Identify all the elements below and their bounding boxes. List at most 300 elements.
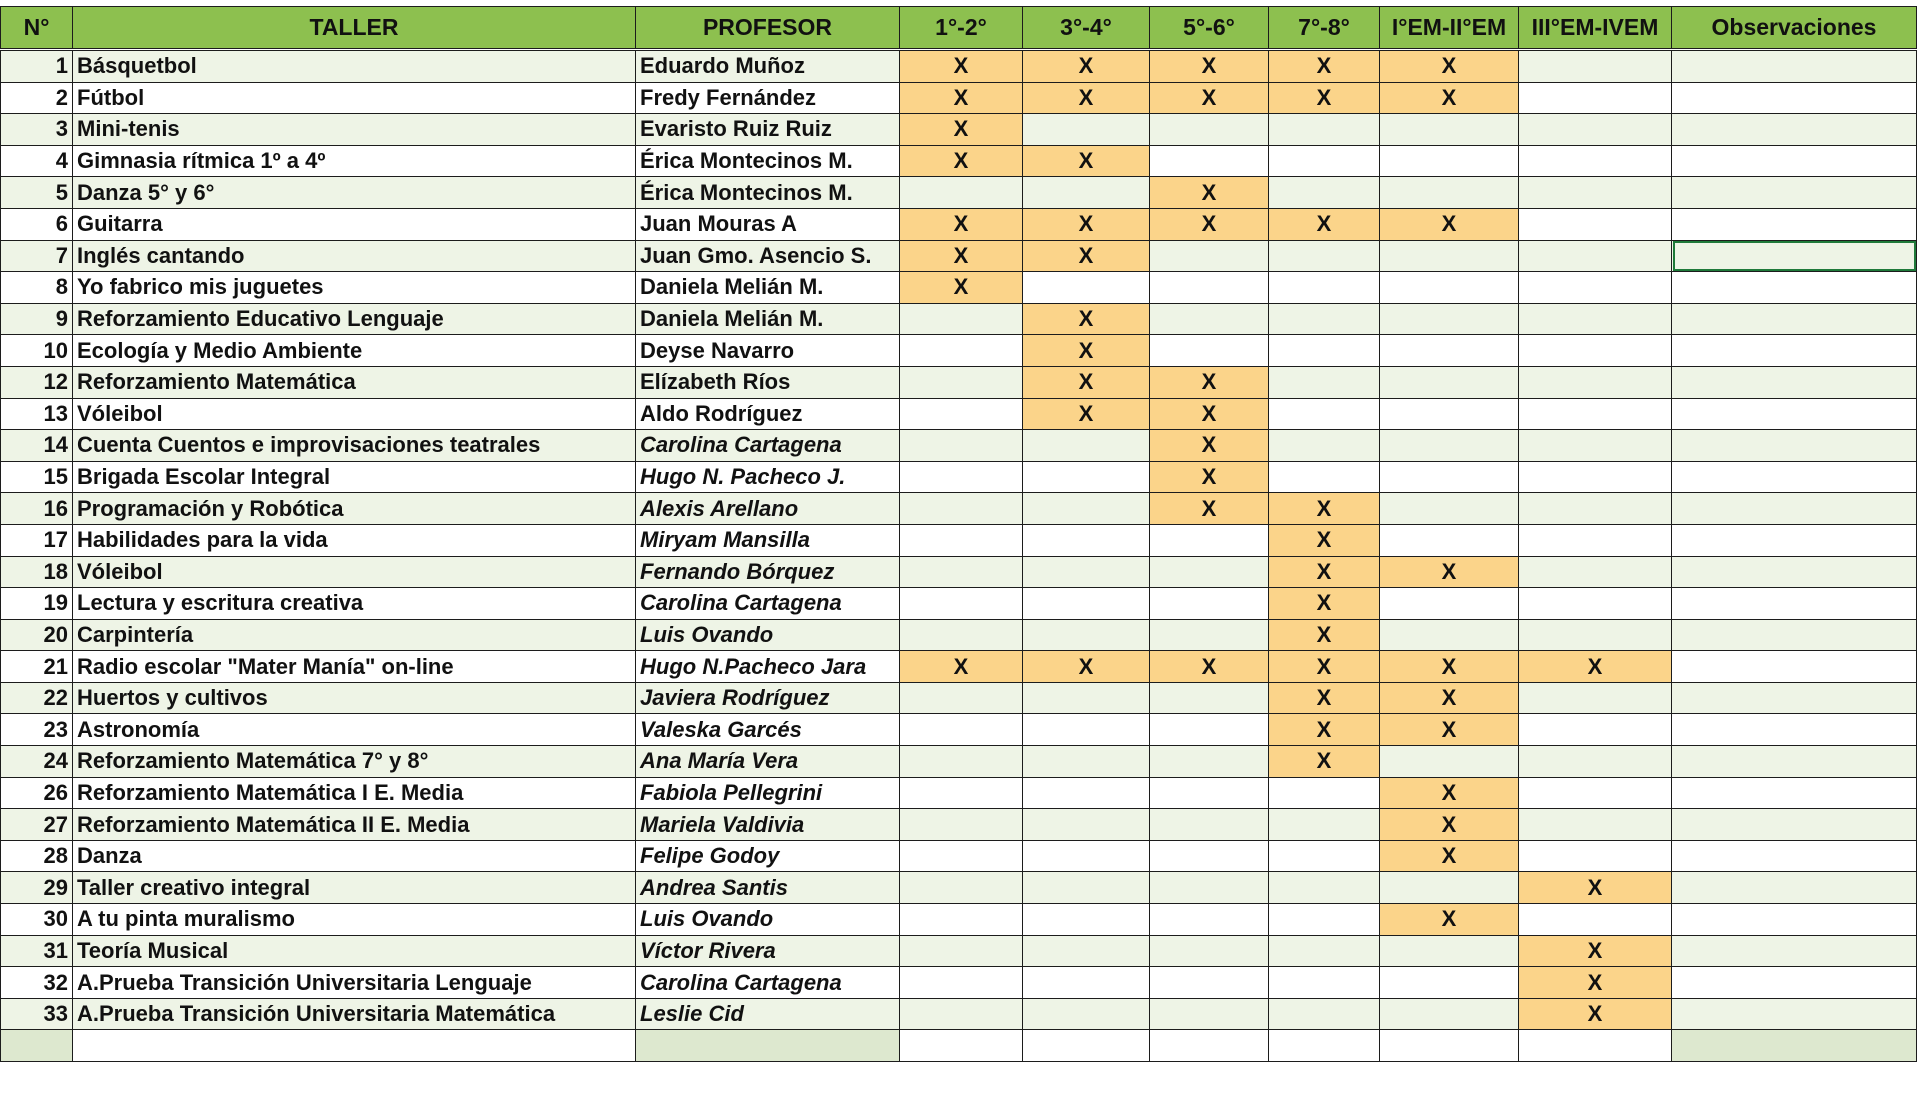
cell-profesor[interactable]: Hugo N. Pacheco J.: [636, 461, 900, 493]
cell-level-iem-iiem[interactable]: [1380, 335, 1519, 367]
cell-level-iiiem-ivem[interactable]: [1519, 50, 1672, 83]
cell-observaciones[interactable]: [1672, 746, 1917, 778]
cell-observaciones[interactable]: [1672, 524, 1917, 556]
cell-level-5-6[interactable]: [1150, 872, 1269, 904]
cell-level-5-6[interactable]: [1150, 935, 1269, 967]
cell-level-iiiem-ivem[interactable]: [1519, 208, 1672, 240]
cell-taller[interactable]: A.Prueba Transición Universitaria Lenguaje: [73, 967, 636, 999]
cell-observaciones[interactable]: [1672, 493, 1917, 525]
header-level-5-6[interactable]: 5°-6°: [1150, 7, 1269, 50]
cell-level-5-6[interactable]: [1150, 272, 1269, 304]
cell-level-3-4[interactable]: X: [1023, 240, 1150, 272]
cell-level-5-6[interactable]: X: [1150, 50, 1269, 83]
cell-level-7-8[interactable]: [1269, 872, 1380, 904]
cell-profesor[interactable]: Eduardo Muñoz: [636, 50, 900, 83]
cell-taller[interactable]: [73, 1030, 636, 1062]
cell-observaciones[interactable]: [1672, 430, 1917, 462]
cell-level-3-4[interactable]: X: [1023, 366, 1150, 398]
cell-observaciones[interactable]: [1672, 398, 1917, 430]
cell-observaciones[interactable]: [1672, 303, 1917, 335]
cell-level-1-2[interactable]: [900, 493, 1023, 525]
header-taller[interactable]: TALLER: [73, 7, 636, 50]
cell-level-iiiem-ivem[interactable]: [1519, 177, 1672, 209]
cell-num[interactable]: 32: [1, 967, 73, 999]
cell-level-3-4[interactable]: [1023, 998, 1150, 1030]
cell-profesor[interactable]: Leslie Cid: [636, 998, 900, 1030]
cell-level-5-6[interactable]: X: [1150, 461, 1269, 493]
cell-taller[interactable]: Reforzamiento Matemática 7° y 8°: [73, 746, 636, 778]
cell-level-5-6[interactable]: X: [1150, 82, 1269, 114]
cell-num[interactable]: 27: [1, 809, 73, 841]
cell-level-1-2[interactable]: [900, 335, 1023, 367]
cell-level-iiiem-ivem[interactable]: [1519, 714, 1672, 746]
cell-observaciones[interactable]: [1672, 809, 1917, 841]
cell-level-iiiem-ivem[interactable]: X: [1519, 998, 1672, 1030]
cell-profesor[interactable]: Juan Gmo. Asencio S.: [636, 240, 900, 272]
cell-level-3-4[interactable]: [1023, 1030, 1150, 1062]
cell-profesor[interactable]: Fredy Fernández: [636, 82, 900, 114]
cell-level-3-4[interactable]: [1023, 493, 1150, 525]
cell-level-iiiem-ivem[interactable]: [1519, 682, 1672, 714]
cell-level-1-2[interactable]: [900, 430, 1023, 462]
cell-level-iem-iiem[interactable]: [1380, 114, 1519, 146]
cell-level-5-6[interactable]: X: [1150, 398, 1269, 430]
cell-level-iiiem-ivem[interactable]: [1519, 303, 1672, 335]
cell-level-5-6[interactable]: [1150, 145, 1269, 177]
cell-level-1-2[interactable]: X: [900, 272, 1023, 304]
cell-level-1-2[interactable]: [900, 588, 1023, 620]
cell-profesor[interactable]: Juan Mouras A: [636, 208, 900, 240]
cell-level-iem-iiem[interactable]: [1380, 588, 1519, 620]
cell-taller[interactable]: Danza 5° y 6°: [73, 177, 636, 209]
cell-profesor[interactable]: Carolina Cartagena: [636, 588, 900, 620]
cell-level-3-4[interactable]: X: [1023, 145, 1150, 177]
cell-level-1-2[interactable]: X: [900, 651, 1023, 683]
cell-observaciones[interactable]: [1672, 208, 1917, 240]
cell-level-5-6[interactable]: [1150, 714, 1269, 746]
cell-level-1-2[interactable]: [900, 904, 1023, 936]
cell-num[interactable]: 31: [1, 935, 73, 967]
cell-level-1-2[interactable]: X: [900, 82, 1023, 114]
cell-num[interactable]: 21: [1, 651, 73, 683]
cell-level-7-8[interactable]: [1269, 272, 1380, 304]
cell-observaciones[interactable]: [1672, 556, 1917, 588]
cell-profesor[interactable]: Evaristo Ruiz Ruiz: [636, 114, 900, 146]
cell-taller[interactable]: Inglés cantando: [73, 240, 636, 272]
cell-level-7-8[interactable]: [1269, 809, 1380, 841]
cell-profesor[interactable]: Fabiola Pellegrini: [636, 777, 900, 809]
cell-num[interactable]: 7: [1, 240, 73, 272]
cell-num[interactable]: 9: [1, 303, 73, 335]
cell-level-iem-iiem[interactable]: X: [1380, 809, 1519, 841]
cell-level-iem-iiem[interactable]: [1380, 461, 1519, 493]
cell-level-5-6[interactable]: [1150, 840, 1269, 872]
cell-level-iiiem-ivem[interactable]: [1519, 145, 1672, 177]
cell-level-5-6[interactable]: X: [1150, 493, 1269, 525]
cell-level-iem-iiem[interactable]: [1380, 366, 1519, 398]
cell-observaciones[interactable]: [1672, 177, 1917, 209]
cell-observaciones[interactable]: [1672, 904, 1917, 936]
cell-level-iiiem-ivem[interactable]: [1519, 335, 1672, 367]
cell-level-1-2[interactable]: X: [900, 208, 1023, 240]
cell-level-1-2[interactable]: X: [900, 50, 1023, 83]
cell-num[interactable]: 13: [1, 398, 73, 430]
cell-level-3-4[interactable]: [1023, 935, 1150, 967]
cell-num[interactable]: 24: [1, 746, 73, 778]
cell-level-3-4[interactable]: [1023, 114, 1150, 146]
cell-observaciones[interactable]: [1672, 998, 1917, 1030]
cell-taller[interactable]: Cuenta Cuentos e improvisaciones teatrales: [73, 430, 636, 462]
cell-level-3-4[interactable]: [1023, 967, 1150, 999]
cell-level-7-8[interactable]: X: [1269, 208, 1380, 240]
cell-level-7-8[interactable]: X: [1269, 50, 1380, 83]
cell-level-3-4[interactable]: [1023, 840, 1150, 872]
cell-level-3-4[interactable]: X: [1023, 335, 1150, 367]
cell-profesor[interactable]: Felipe Godoy: [636, 840, 900, 872]
cell-profesor[interactable]: Érica Montecinos M.: [636, 145, 900, 177]
cell-level-iiiem-ivem[interactable]: X: [1519, 651, 1672, 683]
cell-taller[interactable]: A.Prueba Transición Universitaria Matemática: [73, 998, 636, 1030]
cell-observaciones[interactable]: [1672, 335, 1917, 367]
cell-level-3-4[interactable]: [1023, 588, 1150, 620]
cell-num[interactable]: [1, 1030, 73, 1062]
cell-level-iiiem-ivem[interactable]: [1519, 746, 1672, 778]
cell-profesor[interactable]: Alexis Arellano: [636, 493, 900, 525]
cell-level-1-2[interactable]: [900, 714, 1023, 746]
cell-profesor[interactable]: Deyse Navarro: [636, 335, 900, 367]
cell-num[interactable]: 18: [1, 556, 73, 588]
cell-level-7-8[interactable]: [1269, 366, 1380, 398]
cell-level-iiiem-ivem[interactable]: [1519, 493, 1672, 525]
cell-level-iem-iiem[interactable]: X: [1380, 556, 1519, 588]
cell-level-1-2[interactable]: [900, 935, 1023, 967]
cell-level-5-6[interactable]: [1150, 240, 1269, 272]
cell-num[interactable]: 20: [1, 619, 73, 651]
cell-level-iem-iiem[interactable]: [1380, 272, 1519, 304]
cell-level-5-6[interactable]: [1150, 524, 1269, 556]
cell-level-7-8[interactable]: [1269, 114, 1380, 146]
cell-profesor[interactable]: Carolina Cartagena: [636, 967, 900, 999]
cell-level-iem-iiem[interactable]: X: [1380, 840, 1519, 872]
cell-level-5-6[interactable]: [1150, 556, 1269, 588]
cell-taller[interactable]: Taller creativo integral: [73, 872, 636, 904]
cell-level-7-8[interactable]: [1269, 967, 1380, 999]
cell-level-1-2[interactable]: [900, 177, 1023, 209]
cell-level-7-8[interactable]: [1269, 461, 1380, 493]
cell-level-iiiem-ivem[interactable]: [1519, 619, 1672, 651]
cell-observaciones[interactable]: [1672, 272, 1917, 304]
cell-level-1-2[interactable]: [900, 524, 1023, 556]
cell-level-1-2[interactable]: [900, 746, 1023, 778]
cell-level-1-2[interactable]: X: [900, 145, 1023, 177]
cell-level-5-6[interactable]: X: [1150, 366, 1269, 398]
cell-level-iiiem-ivem[interactable]: [1519, 272, 1672, 304]
cell-level-iem-iiem[interactable]: [1380, 619, 1519, 651]
cell-level-7-8[interactable]: [1269, 398, 1380, 430]
cell-num[interactable]: 4: [1, 145, 73, 177]
cell-profesor[interactable]: Hugo N.Pacheco Jara: [636, 651, 900, 683]
cell-taller[interactable]: Mini-tenis: [73, 114, 636, 146]
cell-profesor[interactable]: Ana María Vera: [636, 746, 900, 778]
cell-taller[interactable]: Gimnasia rítmica 1º a 4º: [73, 145, 636, 177]
cell-taller[interactable]: Lectura y escritura creativa: [73, 588, 636, 620]
cell-num[interactable]: 26: [1, 777, 73, 809]
cell-level-iem-iiem[interactable]: [1380, 872, 1519, 904]
cell-level-1-2[interactable]: [900, 777, 1023, 809]
cell-level-iem-iiem[interactable]: X: [1380, 208, 1519, 240]
cell-observaciones[interactable]: [1672, 366, 1917, 398]
cell-level-iem-iiem[interactable]: X: [1380, 82, 1519, 114]
cell-level-5-6[interactable]: [1150, 114, 1269, 146]
cell-level-7-8[interactable]: X: [1269, 682, 1380, 714]
cell-level-iem-iiem[interactable]: [1380, 967, 1519, 999]
cell-observaciones[interactable]: [1672, 1030, 1917, 1062]
cell-level-iem-iiem[interactable]: [1380, 177, 1519, 209]
cell-observaciones[interactable]: [1672, 50, 1917, 83]
cell-taller[interactable]: Habilidades para la vida: [73, 524, 636, 556]
cell-level-1-2[interactable]: [900, 809, 1023, 841]
header-level-iem-iiem[interactable]: I°EM-II°EM: [1380, 7, 1519, 50]
cell-level-7-8[interactable]: X: [1269, 619, 1380, 651]
cell-level-iiiem-ivem[interactable]: X: [1519, 967, 1672, 999]
cell-level-iem-iiem[interactable]: [1380, 998, 1519, 1030]
cell-num[interactable]: 30: [1, 904, 73, 936]
cell-level-7-8[interactable]: [1269, 998, 1380, 1030]
cell-taller[interactable]: Programación y Robótica: [73, 493, 636, 525]
cell-taller[interactable]: Teoría Musical: [73, 935, 636, 967]
header-level-1-2[interactable]: 1°-2°: [900, 7, 1023, 50]
cell-level-7-8[interactable]: X: [1269, 493, 1380, 525]
cell-level-7-8[interactable]: X: [1269, 588, 1380, 620]
cell-profesor[interactable]: Elízabeth Ríos: [636, 366, 900, 398]
cell-level-3-4[interactable]: [1023, 746, 1150, 778]
cell-level-3-4[interactable]: X: [1023, 651, 1150, 683]
cell-level-iem-iiem[interactable]: [1380, 430, 1519, 462]
cell-level-5-6[interactable]: [1150, 967, 1269, 999]
cell-level-1-2[interactable]: [900, 1030, 1023, 1062]
cell-level-3-4[interactable]: [1023, 714, 1150, 746]
cell-profesor[interactable]: Érica Montecinos M.: [636, 177, 900, 209]
cell-level-iem-iiem[interactable]: X: [1380, 714, 1519, 746]
cell-profesor[interactable]: Miryam Mansilla: [636, 524, 900, 556]
cell-num[interactable]: 12: [1, 366, 73, 398]
cell-level-3-4[interactable]: [1023, 682, 1150, 714]
cell-taller[interactable]: Guitarra: [73, 208, 636, 240]
cell-level-iem-iiem[interactable]: [1380, 935, 1519, 967]
cell-level-1-2[interactable]: [900, 366, 1023, 398]
cell-profesor[interactable]: Andrea Santis: [636, 872, 900, 904]
cell-observaciones[interactable]: [1672, 935, 1917, 967]
cell-taller[interactable]: Ecología y Medio Ambiente: [73, 335, 636, 367]
cell-level-3-4[interactable]: [1023, 619, 1150, 651]
cell-level-1-2[interactable]: X: [900, 114, 1023, 146]
cell-profesor[interactable]: Aldo Rodríguez: [636, 398, 900, 430]
cell-level-5-6[interactable]: [1150, 1030, 1269, 1062]
cell-level-5-6[interactable]: [1150, 335, 1269, 367]
cell-num[interactable]: 14: [1, 430, 73, 462]
cell-level-iiiem-ivem[interactable]: [1519, 366, 1672, 398]
cell-profesor[interactable]: Carolina Cartagena: [636, 430, 900, 462]
cell-taller[interactable]: Vóleibol: [73, 556, 636, 588]
cell-level-iiiem-ivem[interactable]: [1519, 524, 1672, 556]
cell-level-iem-iiem[interactable]: X: [1380, 777, 1519, 809]
cell-observaciones[interactable]: [1672, 651, 1917, 683]
cell-level-iiiem-ivem[interactable]: [1519, 777, 1672, 809]
cell-level-iiiem-ivem[interactable]: [1519, 398, 1672, 430]
cell-level-iiiem-ivem[interactable]: [1519, 82, 1672, 114]
cell-level-3-4[interactable]: [1023, 777, 1150, 809]
cell-level-iem-iiem[interactable]: [1380, 240, 1519, 272]
header-level-7-8[interactable]: 7°-8°: [1269, 7, 1380, 50]
cell-level-5-6[interactable]: [1150, 904, 1269, 936]
cell-num[interactable]: 3: [1, 114, 73, 146]
cell-level-iiiem-ivem[interactable]: [1519, 430, 1672, 462]
cell-level-1-2[interactable]: X: [900, 240, 1023, 272]
cell-level-5-6[interactable]: [1150, 682, 1269, 714]
cell-taller[interactable]: Básquetbol: [73, 50, 636, 83]
cell-taller[interactable]: Huertos y cultivos: [73, 682, 636, 714]
cell-observaciones[interactable]: [1672, 82, 1917, 114]
cell-num[interactable]: 23: [1, 714, 73, 746]
cell-level-iem-iiem[interactable]: [1380, 746, 1519, 778]
cell-profesor[interactable]: Valeska Garcés: [636, 714, 900, 746]
cell-level-iiiem-ivem[interactable]: [1519, 114, 1672, 146]
cell-level-5-6[interactable]: [1150, 809, 1269, 841]
cell-level-iiiem-ivem[interactable]: [1519, 1030, 1672, 1062]
cell-num[interactable]: 17: [1, 524, 73, 556]
cell-level-1-2[interactable]: [900, 556, 1023, 588]
cell-level-1-2[interactable]: [900, 998, 1023, 1030]
cell-level-iiiem-ivem[interactable]: [1519, 904, 1672, 936]
cell-profesor[interactable]: Luis Ovando: [636, 904, 900, 936]
cell-level-3-4[interactable]: [1023, 524, 1150, 556]
cell-level-5-6[interactable]: X: [1150, 651, 1269, 683]
cell-profesor[interactable]: [636, 1030, 900, 1062]
cell-level-3-4[interactable]: [1023, 872, 1150, 904]
cell-level-7-8[interactable]: [1269, 840, 1380, 872]
cell-num[interactable]: 1: [1, 50, 73, 83]
cell-level-7-8[interactable]: [1269, 145, 1380, 177]
cell-num[interactable]: 10: [1, 335, 73, 367]
cell-level-iem-iiem[interactable]: [1380, 1030, 1519, 1062]
cell-profesor[interactable]: Fernando Bórquez: [636, 556, 900, 588]
cell-profesor[interactable]: Víctor Rivera: [636, 935, 900, 967]
cell-level-3-4[interactable]: [1023, 904, 1150, 936]
cell-level-1-2[interactable]: [900, 840, 1023, 872]
cell-level-iiiem-ivem[interactable]: X: [1519, 935, 1672, 967]
selected-cell[interactable]: [1672, 240, 1917, 272]
cell-level-7-8[interactable]: [1269, 430, 1380, 462]
cell-level-3-4[interactable]: X: [1023, 50, 1150, 83]
cell-level-iem-iiem[interactable]: [1380, 303, 1519, 335]
cell-profesor[interactable]: Mariela Valdivia: [636, 809, 900, 841]
cell-level-iiiem-ivem[interactable]: [1519, 461, 1672, 493]
cell-num[interactable]: 2: [1, 82, 73, 114]
cell-taller[interactable]: Carpintería: [73, 619, 636, 651]
cell-level-5-6[interactable]: X: [1150, 177, 1269, 209]
cell-level-7-8[interactable]: [1269, 935, 1380, 967]
cell-num[interactable]: 33: [1, 998, 73, 1030]
cell-observaciones[interactable]: [1672, 114, 1917, 146]
cell-level-7-8[interactable]: [1269, 303, 1380, 335]
cell-level-1-2[interactable]: [900, 967, 1023, 999]
cell-num[interactable]: 29: [1, 872, 73, 904]
cell-level-iem-iiem[interactable]: X: [1380, 651, 1519, 683]
cell-taller[interactable]: Brigada Escolar Integral: [73, 461, 636, 493]
cell-level-7-8[interactable]: X: [1269, 556, 1380, 588]
cell-level-1-2[interactable]: [900, 461, 1023, 493]
cell-level-7-8[interactable]: X: [1269, 714, 1380, 746]
cell-level-3-4[interactable]: X: [1023, 303, 1150, 335]
cell-profesor[interactable]: Javiera Rodríguez: [636, 682, 900, 714]
cell-level-iem-iiem[interactable]: X: [1380, 682, 1519, 714]
cell-profesor[interactable]: Luis Ovando: [636, 619, 900, 651]
cell-num[interactable]: 16: [1, 493, 73, 525]
cell-level-iem-iiem[interactable]: X: [1380, 50, 1519, 83]
cell-level-1-2[interactable]: [900, 303, 1023, 335]
cell-observaciones[interactable]: [1672, 145, 1917, 177]
cell-taller[interactable]: Reforzamiento Matemática: [73, 366, 636, 398]
cell-level-1-2[interactable]: [900, 682, 1023, 714]
cell-level-7-8[interactable]: [1269, 335, 1380, 367]
cell-level-7-8[interactable]: [1269, 777, 1380, 809]
header-num[interactable]: N°: [1, 7, 73, 50]
cell-observaciones[interactable]: [1672, 461, 1917, 493]
header-level-iiiem-ivem[interactable]: III°EM-IVEM: [1519, 7, 1672, 50]
header-observaciones[interactable]: Observaciones: [1672, 7, 1917, 50]
cell-level-5-6[interactable]: [1150, 777, 1269, 809]
cell-taller[interactable]: Vóleibol: [73, 398, 636, 430]
cell-taller[interactable]: Danza: [73, 840, 636, 872]
cell-level-3-4[interactable]: X: [1023, 398, 1150, 430]
cell-level-3-4[interactable]: [1023, 809, 1150, 841]
cell-level-iem-iiem[interactable]: [1380, 145, 1519, 177]
cell-taller[interactable]: Reforzamiento Matemática I E. Media: [73, 777, 636, 809]
cell-observaciones[interactable]: [1672, 777, 1917, 809]
cell-level-iiiem-ivem[interactable]: [1519, 240, 1672, 272]
cell-level-7-8[interactable]: X: [1269, 651, 1380, 683]
cell-level-iiiem-ivem[interactable]: [1519, 840, 1672, 872]
cell-level-7-8[interactable]: [1269, 240, 1380, 272]
header-level-3-4[interactable]: 3°-4°: [1023, 7, 1150, 50]
cell-level-1-2[interactable]: [900, 398, 1023, 430]
cell-level-7-8[interactable]: [1269, 1030, 1380, 1062]
cell-observaciones[interactable]: [1672, 619, 1917, 651]
cell-observaciones[interactable]: [1672, 714, 1917, 746]
cell-num[interactable]: 8: [1, 272, 73, 304]
cell-level-3-4[interactable]: X: [1023, 82, 1150, 114]
cell-num[interactable]: 5: [1, 177, 73, 209]
cell-level-7-8[interactable]: X: [1269, 746, 1380, 778]
cell-level-iiiem-ivem[interactable]: [1519, 809, 1672, 841]
cell-level-iem-iiem[interactable]: X: [1380, 904, 1519, 936]
cell-level-3-4[interactable]: X: [1023, 208, 1150, 240]
cell-num[interactable]: 15: [1, 461, 73, 493]
cell-taller[interactable]: Yo fabrico mis juguetes: [73, 272, 636, 304]
cell-level-7-8[interactable]: X: [1269, 82, 1380, 114]
cell-level-3-4[interactable]: [1023, 461, 1150, 493]
cell-level-5-6[interactable]: [1150, 998, 1269, 1030]
cell-num[interactable]: 19: [1, 588, 73, 620]
cell-profesor[interactable]: Daniela Melián M.: [636, 303, 900, 335]
cell-observaciones[interactable]: [1672, 872, 1917, 904]
cell-level-5-6[interactable]: X: [1150, 208, 1269, 240]
cell-taller[interactable]: Fútbol: [73, 82, 636, 114]
cell-level-7-8[interactable]: [1269, 904, 1380, 936]
cell-level-iiiem-ivem[interactable]: [1519, 588, 1672, 620]
cell-num[interactable]: 22: [1, 682, 73, 714]
cell-level-iem-iiem[interactable]: [1380, 524, 1519, 556]
